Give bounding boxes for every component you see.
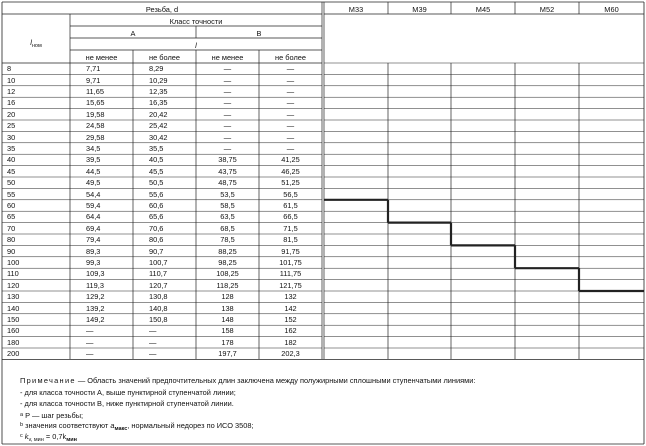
note-primechanie-text: — Область значений предпочтительных длин заключена между полужирными сплошными ступенчатыми линиями: xyxy=(75,376,476,385)
cell-b-max: — xyxy=(286,98,295,108)
cell-l: 30 xyxy=(7,132,16,142)
cell-b-min: 148 xyxy=(221,315,234,324)
cell-a-max: 40,5 xyxy=(149,155,164,165)
footnote-c xyxy=(20,432,77,443)
cell-b-min: — xyxy=(223,121,232,131)
cell-a-min: 34,5 xyxy=(86,144,101,153)
cell-b-max: 162 xyxy=(284,326,297,336)
cell-a-max: 150,8 xyxy=(149,315,168,324)
footnote-b-text-post: , нормальный недорез по ИСО 3508; xyxy=(127,421,254,430)
cell-b-max: — xyxy=(286,109,295,119)
cell-b-min: 43,75 xyxy=(218,166,237,176)
cell-l: 80 xyxy=(7,235,16,245)
cell-b-min: 138 xyxy=(221,303,234,313)
footnote-b-mark: b xyxy=(20,422,24,428)
cell-b-max: 91,75 xyxy=(281,246,300,256)
cell-l: 55 xyxy=(7,189,16,199)
cell-l: 25 xyxy=(7,121,16,131)
cell-l: 130 xyxy=(7,292,20,302)
cell-b-min: 108,25 xyxy=(216,269,239,279)
cell-b-max: 61,5 xyxy=(283,201,298,210)
cell-a-max: 90,7 xyxy=(149,246,164,256)
footnote-b-symbol: a xyxy=(110,421,115,430)
footnote-b-text-pre: значения соответствуют xyxy=(23,421,111,430)
cell-a-max: 100,7 xyxy=(149,258,168,267)
footnote-b-symbol-sub: макс xyxy=(114,426,128,432)
cell-a-max: 65,6 xyxy=(149,212,164,222)
cell-b-max: 101,75 xyxy=(279,258,302,267)
cell-b-min: 53,5 xyxy=(220,189,235,199)
cell-a-max: — xyxy=(149,337,157,347)
cell-a-max: 55,6 xyxy=(149,189,164,199)
cell-a-max: 30,42 xyxy=(149,132,168,142)
header-b-min: не менее xyxy=(211,53,244,62)
cell-b-max: 132 xyxy=(284,292,297,302)
cell-a-min: 89,3 xyxy=(86,246,101,256)
header-class-b: B xyxy=(256,29,262,38)
note-primechanie xyxy=(20,376,475,385)
cell-l: 8 xyxy=(7,64,12,74)
cell-b-min: 88,25 xyxy=(218,246,237,256)
cell-l: 120 xyxy=(7,280,20,290)
cell-b-max: 182 xyxy=(284,337,297,347)
cell-l: 65 xyxy=(7,212,16,222)
cell-a-min: 54,4 xyxy=(86,189,101,199)
cell-a-min: 79,4 xyxy=(86,235,101,245)
cell-b-min: 98,25 xyxy=(218,258,237,267)
cell-b-min: 48,75 xyxy=(218,178,237,188)
cell-a-max: 110,7 xyxy=(149,269,167,279)
header-class-a: A xyxy=(130,29,136,38)
cell-a-min: 59,4 xyxy=(86,201,101,210)
note-line-b: - для класса точности B, ниже пунктирной ступенчатой линии. xyxy=(20,399,234,408)
l-nom-symbol: l xyxy=(30,38,32,47)
cell-a-min: — xyxy=(86,349,94,359)
cell-a-max: 70,6 xyxy=(149,223,164,233)
footnote-c-k: k xyxy=(22,432,29,441)
cell-b-max: — xyxy=(286,87,295,96)
cell-a-max: 140,8 xyxy=(149,303,168,313)
header-b-max: не более xyxy=(275,53,306,62)
cell-b-max: 202,3 xyxy=(281,349,300,359)
cell-a-max: 120,7 xyxy=(149,280,168,290)
cell-l: 35 xyxy=(7,144,16,153)
cell-l: 60 xyxy=(7,201,16,210)
cell-a-max: — xyxy=(149,349,157,359)
cell-a-min: 29,58 xyxy=(86,132,105,142)
cell-l: 90 xyxy=(7,246,16,256)
cell-l: 50 xyxy=(7,178,16,188)
cell-b-max: 71,5 xyxy=(283,223,298,233)
cell-a-min: 64,4 xyxy=(86,212,101,222)
cell-b-min: — xyxy=(223,87,232,96)
cell-l: 140 xyxy=(7,303,20,313)
cell-a-max: 45,5 xyxy=(149,166,164,176)
cell-a-max: — xyxy=(149,326,157,336)
header-l: l xyxy=(195,41,197,50)
cell-b-max: 111,75 xyxy=(279,269,302,279)
cell-b-max: — xyxy=(286,132,295,142)
cell-a-min: — xyxy=(86,326,94,336)
footnote-a-text: P — шаг резьбы; xyxy=(23,411,84,420)
cell-l: 110 xyxy=(7,269,19,279)
cell-a-max: 130,8 xyxy=(149,292,168,302)
cell-l: 12 xyxy=(7,87,16,96)
footnote-c-eq: = 0,7k xyxy=(43,432,67,441)
cell-a-max: 50,5 xyxy=(149,178,164,188)
cell-b-max: — xyxy=(286,144,295,153)
cell-b-max: 51,25 xyxy=(281,178,300,188)
note-line-a: - для класса точности A, выше пунктирной ступенчатой линии; xyxy=(20,388,236,397)
cell-b-min: — xyxy=(223,132,232,142)
cell-l: 100 xyxy=(7,258,20,267)
cell-b-min: 197,7 xyxy=(218,349,237,359)
cell-b-min: 178 xyxy=(221,337,234,347)
cell-b-min: 63,5 xyxy=(220,212,235,222)
cell-l: 70 xyxy=(7,223,16,233)
cell-a-max: 80,6 xyxy=(149,235,164,245)
cell-b-min: — xyxy=(223,64,232,74)
cell-b-min: 128 xyxy=(221,292,234,302)
cell-b-max: — xyxy=(286,121,295,131)
cell-b-min: — xyxy=(223,109,232,119)
cell-a-max: 35,5 xyxy=(149,144,164,153)
footnote-a-mark: a xyxy=(20,412,24,418)
cell-a-min: 7,71 xyxy=(86,64,101,74)
cell-b-min: — xyxy=(223,98,232,108)
cell-b-max: — xyxy=(286,64,295,74)
cell-a-max: 10,29 xyxy=(149,75,168,85)
l-nom-sub: ном xyxy=(31,43,42,49)
cell-b-max: 152 xyxy=(284,315,297,324)
cell-b-min: 38,75 xyxy=(218,155,237,165)
cell-a-min: 99,3 xyxy=(86,258,101,267)
cell-l: 10 xyxy=(7,75,16,85)
cell-l: 150 xyxy=(7,315,20,324)
cell-a-min: 39,5 xyxy=(86,155,101,165)
thread-size-m60: M60 xyxy=(604,5,619,14)
cell-b-min: — xyxy=(223,75,232,85)
thread-size-m33: M33 xyxy=(348,5,364,14)
header-accuracy-class: Класс точности xyxy=(169,17,223,26)
cell-b-min: 58,5 xyxy=(220,201,235,210)
cell-a-min: 49,5 xyxy=(86,178,101,188)
cell-a-min: 69,4 xyxy=(86,223,101,233)
cell-b-max: 81,5 xyxy=(283,235,298,245)
cell-a-min: 9,71 xyxy=(86,75,101,85)
header-l-nom xyxy=(2,38,70,49)
cell-a-min: 149,2 xyxy=(86,315,105,324)
cell-a-min: 119,3 xyxy=(86,280,104,290)
cell-a-max: 16,35 xyxy=(149,98,168,108)
thread-size-m45: M45 xyxy=(475,5,491,14)
note-primechanie-label: Примечание xyxy=(20,376,76,385)
cell-b-min: 158 xyxy=(221,326,234,336)
cell-b-max: 41,25 xyxy=(281,155,300,165)
cell-l: 180 xyxy=(7,337,20,347)
cell-a-max: 8,29 xyxy=(149,64,164,74)
cell-l: 40 xyxy=(7,155,16,165)
cell-b-min: — xyxy=(223,144,232,153)
footnote-c-eq-sub: мин xyxy=(66,437,77,443)
cell-a-min: 11,65 xyxy=(86,87,104,96)
cell-a-max: 12,35 xyxy=(149,87,168,96)
thread-size-m52: M52 xyxy=(539,5,555,14)
cell-a-min: 139,2 xyxy=(86,303,105,313)
cell-l: 200 xyxy=(7,349,20,359)
cell-b-min: 68,5 xyxy=(220,223,235,233)
cell-l: 45 xyxy=(7,166,16,176)
cell-b-min: 78,5 xyxy=(220,235,235,245)
thread-size-m39: M39 xyxy=(412,5,427,14)
cell-a-max: 60,6 xyxy=(149,201,164,210)
cell-a-min: 15,65 xyxy=(86,98,105,108)
cell-l: 16 xyxy=(7,98,16,108)
cell-l: 20 xyxy=(7,109,16,119)
footnote-b xyxy=(20,421,254,432)
cell-b-max: — xyxy=(286,75,295,85)
footnote-c-mark: c xyxy=(20,433,23,439)
header-a-min: не менее xyxy=(85,53,118,62)
cell-b-max: 56,5 xyxy=(283,189,298,199)
cell-b-max: 142 xyxy=(284,303,297,313)
cell-a-max: 25,42 xyxy=(149,121,168,131)
cell-l: 160 xyxy=(7,326,20,336)
cell-a-min: 24,58 xyxy=(86,121,105,131)
cell-a-min: 19,58 xyxy=(86,109,105,119)
cell-b-max: 66,5 xyxy=(283,212,298,222)
cell-b-min: 118,25 xyxy=(216,280,239,290)
header-thread-label: Резьба, d xyxy=(145,5,179,14)
cell-b-max: 46,25 xyxy=(281,166,300,176)
footnote-c-k-sub: v, мин xyxy=(28,437,44,443)
cell-b-max: 121,75 xyxy=(279,280,302,290)
cell-a-max: 20,42 xyxy=(149,109,168,119)
header-a-max: не более xyxy=(149,53,180,62)
cell-a-min: 109,3 xyxy=(86,269,105,279)
cell-a-min: — xyxy=(86,337,94,347)
cell-a-min: 129,2 xyxy=(86,292,105,302)
cell-a-min: 44,5 xyxy=(86,166,101,176)
